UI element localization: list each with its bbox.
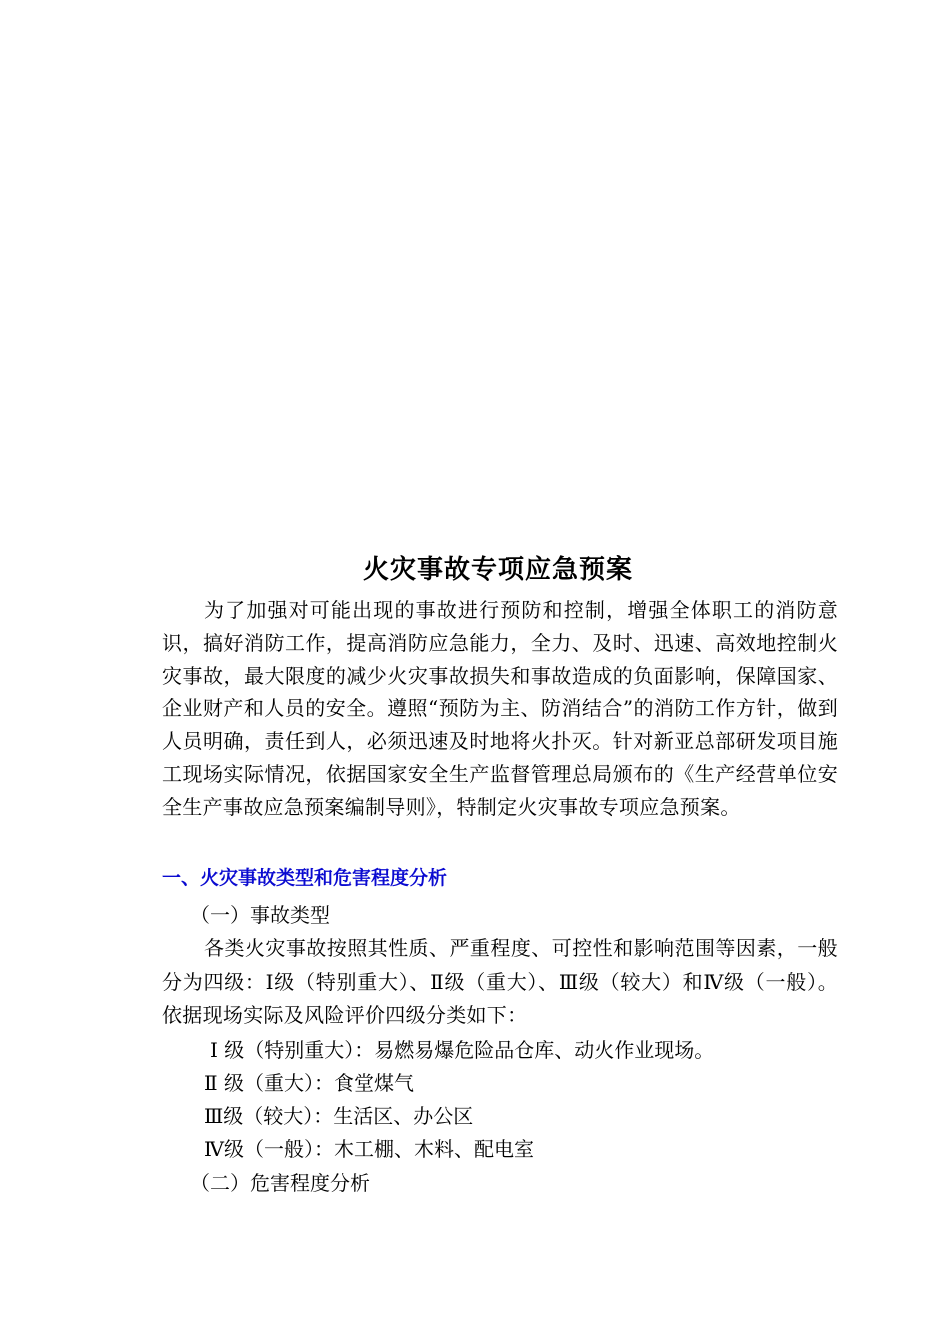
subsection-heading-hazard-analysis: （二）危害程度分析 — [190, 1171, 370, 1195]
level-item-1: Ⅰ 级（特别重大）：易燃易爆危险品仓库、动火作业现场。 — [210, 1038, 715, 1062]
level-item-3: Ⅲ级（较大）：生活区、办公区 — [204, 1104, 474, 1128]
level-item-4: Ⅳ级（一般）：木工棚、木料、配电室 — [204, 1137, 534, 1161]
document-title: 火灾事故专项应急预案 — [362, 555, 633, 585]
classification-paragraph: 各类火灾事故按照其性质、严重程度、可控性和影响范围等因素，一般分为四级：Ⅰ级（特别重大）、Ⅱ级（重大）、Ⅲ级（较大）和Ⅳ级（一般）。依据现场实际及风险评价四级分类如下： — [162, 936, 838, 1027]
intro-paragraph: 为了加强对可能出现的事故进行预防和控制，增强全体职工的消防意识，搞好消防工作，提高消防应急能力，全力、及时、迅速、高效地控制火灾事故，最大限度的减少火灾事故损失和事故造成的负面影响，保障国家、企业财产和人员的安全。遵照“预防为主、防消结合”的消防工作方针，做到人员明确，责任到人，必须迅速及时地将火扑灭。针对新亚总部研发项目施工现场实际情况，依据国家安全生产监督管理总局颁布的《生产经营单位安全生产事故应急预案编制导则》，特制定火灾事故专项应急预案。 — [162, 598, 838, 819]
subsection-heading-accident-types: （一）事故类型 — [190, 903, 330, 927]
level-item-2: Ⅱ 级（重大）：食堂煤气 — [204, 1071, 414, 1095]
section-heading: 一、火灾事故类型和危害程度分析 — [162, 867, 448, 889]
